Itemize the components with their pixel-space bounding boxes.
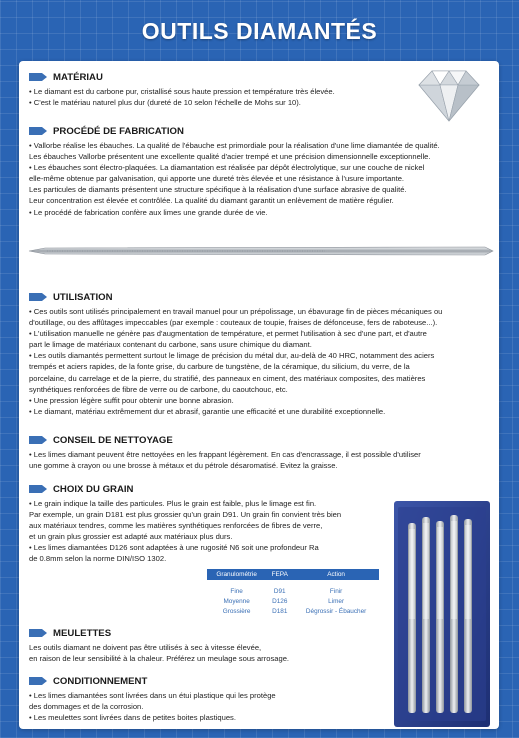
section-text: • Ces outils sont utilisés principalement en travail manuel pour un prépolissage, un ébavurage fin de pièces mécaniques ou d'outillage, ou des affûtages impeccables (par exemple : couteaux de toupie, fraises de défonceuse, fers de raboteuse...). • L'utilisation manuelle ne génère pas d'augmentation de température, et permet l'utilisation à sec d'une part, et d'autre part le limage de matériaux contenant du carbone, sans usure chimique du diamant. • Les outils diamantés permettent surtout le limage de précision du métal dur, au-delà de 40 HRC, notamment des aciers trempés et aciers rapides, de la fonte grise, du carbure de tungstène, de la céramique, du silicium, du verre, de la porcelaine, du carrelage et de la pierre, du stratifié, des panneaux en ciment, des matériaux composites, des matières synthétiques renforcées de fibre de verre ou de carbone, du caoutchouc, etc. • Une pression légère suffit pour obtenir une bonne abrasion. • Le diamant, matériau extrêmement dur et abrasif, garantie une efficacité et une durabilité exceptionnelle. [29,307,443,416]
section-heading: CONSEIL DE NETTOYAGE [53,434,173,446]
section-text: • Les limes diamantées sont livrées dans un étui plastique qui les protège des dommages et de la corrosion. • Les meulettes sont livrées dans de petites boites plastiques. [29,691,276,723]
needle-file-image [25,236,495,266]
section-materiau [29,71,495,108]
section-heading: CHOIX DU GRAIN [53,483,134,495]
section-text: • Vallorbe réalise les ébauches. La qualité de l'ébauche est primordiale pour la réalisation d'une lime diamantée de qualité. Les ébauches Vallorbe présentent une excellente qualité d'acier trempé et une précision dimensionnelle exceptionnelle. • Les ébauches sont électro-plaquées. La diamantation est réalisée par dépôt électrolytique, sur une couche de nickel elle-même obtenue par galvanisation, qui apporte une dureté très élevée et une résistance à l'usure importante. Les particules de diamants présentent une structure spécifique à la réalisation d'une surface abrasive de qualité. Leur concentration est élevée et contrôlée. La qualité du diamant garantit un enlèvement de matière régulier. • Le procédé de fabrication confère aux limes une grande durée de vie. [29,141,440,217]
section-marker-icon [29,73,47,81]
page-title: OUTILS DIAMANTÉS [141,18,378,44]
table-header-row [207,569,379,580]
content-card [19,61,499,729]
section-marker-icon [29,127,47,135]
section-heading: MEULETTES [53,627,112,639]
table-row: Grossière D181 Dégrossir - Ébaucher [222,607,367,615]
section-heading: CONDITIONNEMENT [53,675,148,687]
section-heading: UTILISATION [53,291,113,303]
section-heading: PROCÉDÉ DE FABRICATION [53,125,184,137]
grain-table [207,569,379,616]
section-nettoyage [29,434,495,471]
section-conditionnement [29,675,495,723]
table-header: FEPA [266,569,293,580]
table-header: Action [293,569,379,580]
section-heading: MATÉRIAU [53,71,103,83]
section-text: • Les limes diamant peuvent être nettoyées en les frappant légèrement. En cas d'encrassage, il est possible d'utiliser une gomme à crayon ou une brosse à métaux et du pétrole désaromatisé. Evitez la graisse. [29,450,421,471]
section-text: • Le diamant est du carbone pur, cristallisé sous haute pression et température très élevée. • C'est le matériau naturel plus dur (dureté de 10 selon l'échelle de Mohs sur 10). [29,87,335,108]
section-utilisation [29,291,495,417]
section-marker-icon [29,677,47,685]
table-row: Moyenne D126 Limer [223,597,345,605]
table-row: Fine D91 Finir [230,587,343,595]
section-fabrication [29,125,495,218]
section-text: Les outils diamant ne doivent pas être utilisés à sec à vitesse élevée, en raison de leur sensibilité à la chaleur. Préférez un meulage sous arrosage. [29,643,290,664]
section-meulettes [29,627,495,664]
section-marker-icon [29,293,47,301]
table-header: Granulométrie [207,569,266,580]
section-marker-icon [29,436,47,444]
section-marker-icon [29,629,47,637]
section-marker-icon [29,485,47,493]
section-text: • Le grain indique la taille des particules. Plus le grain est faible, plus le limage est fin. Par exemple, un grain D181 est plus grossier qu'un grain D91. Un grain fin convient très bien aux matériaux tendres, comme les matières synthétiques renforcées de fibres de verre, et un grain plus grossier est adapté aux matériaux plus durs. • Les limes diamantées D126 sont adaptées à une rugosité N6 soit une profondeur Ra de 0.8mm selon la norme DIN/ISO 1302. [29,499,342,564]
